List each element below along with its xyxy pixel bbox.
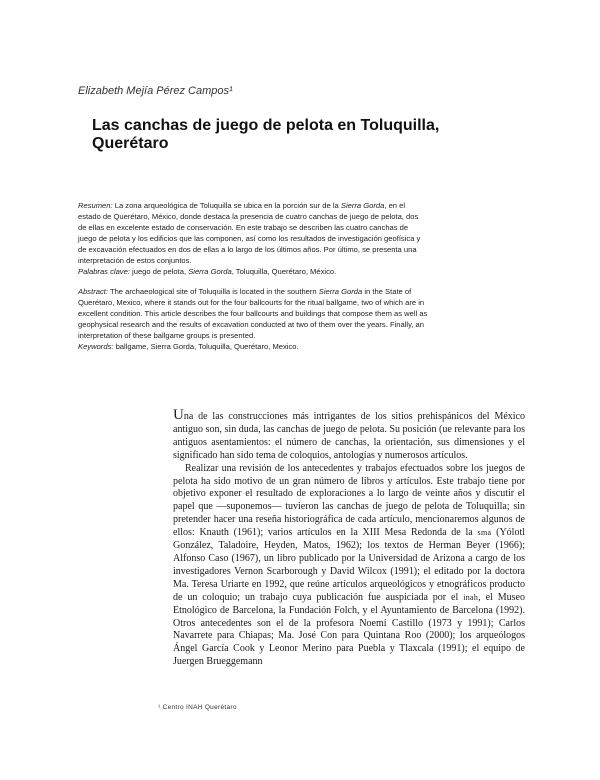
body-paragraph-2-text-a: Realizar una revisión de los antecedentes y trabajos efectuados sobre los juegos de pelota ha sido motivo de un gran número de libros y artículos. Este trabajo tiene por objetivo exponer el resultado de exploraciones a lo largo de veinte años y discutir el papel que —suponemos— tuvieron las canchas de juego de pelota de Toluquilla; sin pretender hacer una reseña historiográfica de cada artículo, mencionaremos algunos de ellos: Knauth (1961); varios artículos en la XIII Mesa Redonda de la xyxy=(173,462,525,539)
body-paragraph-2 xyxy=(173,463,525,670)
palabras-clave-italic: Sierra Gorda xyxy=(188,267,232,276)
keywords-label: Keywords: xyxy=(78,342,114,351)
abstract-text-1: The archaeological site of Toluquilla is located in the southern xyxy=(107,287,319,296)
body-paragraph-1-text: na de las construcciones más intrigantes de los sitios prehispánicos del México antiguo son, sin duda, las canchas de juego de pelota. Su posición (ue relevante para los antiguos asentamientos: el número de canchas, la orientación, sus dimensiones y el significado han sido tema de coloquios, antologías y numerosos artículos. xyxy=(173,411,525,461)
palabras-clave-text-1: juego de pelota, xyxy=(129,267,189,276)
initial-letter: U xyxy=(173,407,184,423)
abstract-italic-1: Sierra Gorda xyxy=(318,287,363,296)
article-body xyxy=(173,407,525,669)
abstract-text-2: in the State of Querétaro, Mexico, where it stands out for the four ballcourts for the ritual ballgame, two of which are in excellent condition. This article describes the four ballcourts and buildings that compose them as well as geophysical research and the results of excavation conducted at two of them over the years. Finally, an interpretation of these ballgame groups is presented. xyxy=(78,287,428,340)
inah-acronym: inah xyxy=(463,592,479,602)
abstract-block xyxy=(78,286,428,352)
sma-acronym: sma xyxy=(477,528,492,538)
body-paragraph-2-text-c: , el Museo Etnológico de Barcelona, la Fundación Folch, y el Ayuntamiento de Barcelona (1992). Otros antecedentes son el de la profesora Noemí Castillo (1973 y 1991); Carlos Navarrete para Chiapas; Ma. José Con para Quintana Roo (2000); los arqueólogos Ángel García Cook y Leonor Merino para Puebla y Tlaxcala (1991); el equipo de Juergen Brueggemann xyxy=(173,591,525,668)
author-name: Elizabeth Mejía Pérez Campos¹ xyxy=(78,85,233,97)
resumen-block xyxy=(78,200,428,277)
resumen-label: Resumen: xyxy=(78,201,113,210)
body-paragraph-2-text-b: (Yólotl González, Taladoire, Heyden, Matos, 1962); los textos de Herman Beyer (1966); Alfonso Caso (1967), un libro publicado por la Universidad de Arizona a cargo de los investigadores Vernon Scarborough y David Wilcox (1991); el editado por la doctora Ma. Teresa Uriarte en 1992, que reúne artículos arqueológicos y etnográficos producto de un coloquio; un trabajo cuya publicación fue auspiciada por el xyxy=(173,527,525,603)
abstract-label: Abstract: xyxy=(78,287,108,296)
resumen-text-2: , en el estado de Querétaro, México, donde destaca la presencia de cuatro canchas de juego de pelota, dos de ellas en excelente estado de conservación. En este trabajo se describen las cuatro canchas de juego de pelota y los edificios que las componen, así como los resultados de investigación geofísica y de excavación efectuados en dos de ellas a lo largo de los últimos años. Por último, se presenta una interpretación de estos conjuntos. xyxy=(78,201,421,265)
footnote: ¹ Centro INAH Querétaro xyxy=(158,704,237,711)
palabras-clave-text-2: , Toluquilla, Querétaro, México. xyxy=(231,267,337,276)
resumen-text-1: La zona arqueológica de Toluquilla se ubica en la porción sur de la xyxy=(112,201,341,210)
body-paragraph-1 xyxy=(173,407,525,463)
keywords-text: ballgame, Sierra Gorda, Toluquilla, Querétaro, Mexico. xyxy=(113,342,299,351)
palabras-clave-label: Palabras clave: xyxy=(78,267,130,276)
article-title: Las canchas de juego de pelota en Toluquilla, Querétaro xyxy=(92,117,440,152)
resumen-italic-1: Sierra Gorda xyxy=(340,201,385,210)
